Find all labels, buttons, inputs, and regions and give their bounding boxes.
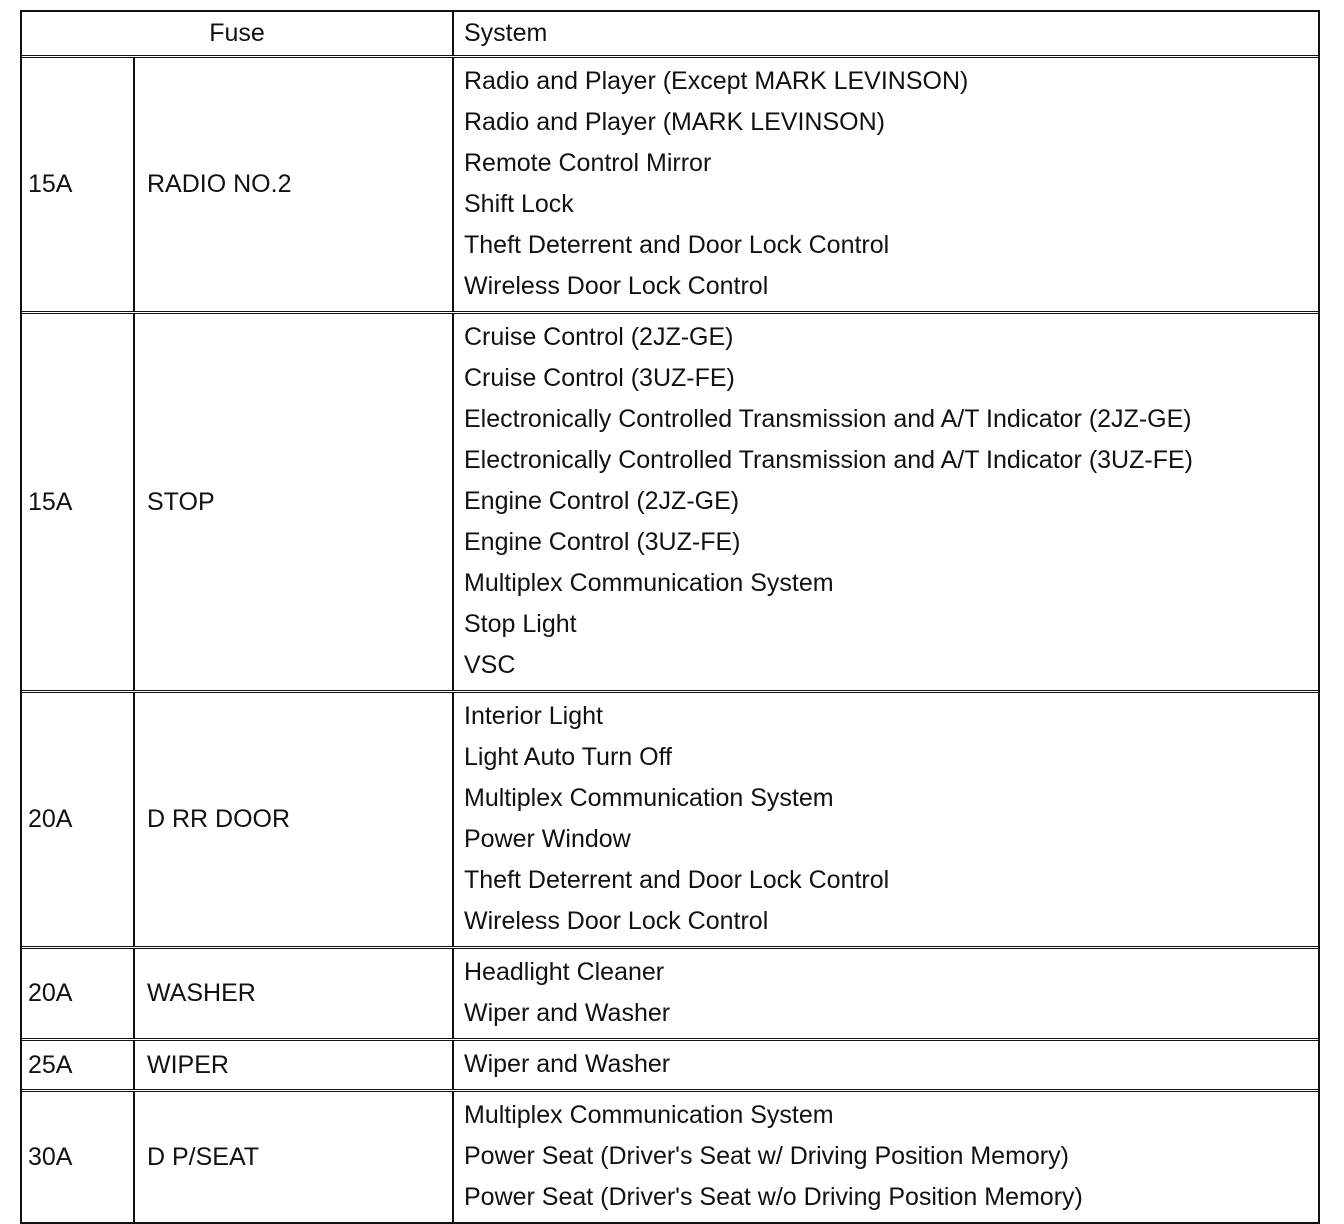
system-item: VSC bbox=[464, 651, 516, 679]
system-item: Radio and Player (MARK LEVINSON) bbox=[464, 108, 885, 136]
system-item: Interior Light bbox=[464, 702, 603, 730]
system-item: Wiper and Washer bbox=[464, 999, 671, 1027]
system-item: Theft Deterrent and Door Lock Control bbox=[464, 231, 890, 259]
system-item: Cruise Control (2JZ-GE) bbox=[464, 323, 734, 351]
system-list bbox=[454, 314, 1318, 690]
fuse-name: D P/SEAT bbox=[135, 1092, 454, 1222]
system-item: Shift Lock bbox=[464, 190, 574, 218]
table-row bbox=[22, 1041, 1318, 1092]
system-item: Remote Control Mirror bbox=[464, 149, 712, 177]
fuse-table bbox=[20, 10, 1320, 1224]
table-row bbox=[22, 314, 1318, 693]
fuse-column-header: Fuse bbox=[22, 12, 454, 55]
table-header bbox=[22, 12, 1318, 58]
system-item: Cruise Control (3UZ-FE) bbox=[464, 364, 735, 392]
system-item: Electronically Controlled Transmission and A/T Indicator (3UZ-FE) bbox=[464, 446, 1193, 474]
fuse-name: WIPER bbox=[135, 1041, 454, 1089]
fuse-amperage: 20A bbox=[22, 949, 135, 1038]
system-column-header: System bbox=[464, 19, 548, 47]
system-list bbox=[454, 949, 1318, 1038]
fuse-name: STOP bbox=[135, 314, 454, 690]
system-item: Engine Control (2JZ-GE) bbox=[464, 487, 740, 515]
system-item: Stop Light bbox=[464, 610, 577, 638]
system-item: Power Window bbox=[464, 825, 631, 853]
table-row bbox=[22, 693, 1318, 949]
system-item: Headlight Cleaner bbox=[464, 958, 665, 986]
system-item: Wireless Door Lock Control bbox=[464, 272, 769, 300]
table-row bbox=[22, 1092, 1318, 1222]
system-item: Wiper and Washer bbox=[464, 1050, 671, 1078]
fuse-amperage: 15A bbox=[22, 314, 135, 690]
fuse-name: WASHER bbox=[135, 949, 454, 1038]
system-item: Radio and Player (Except MARK LEVINSON) bbox=[464, 67, 969, 95]
system-list bbox=[454, 1041, 1318, 1089]
system-item: Power Seat (Driver's Seat w/o Driving Position Memory) bbox=[464, 1183, 1083, 1211]
fuse-amperage: 30A bbox=[22, 1092, 135, 1222]
system-list bbox=[454, 693, 1318, 946]
fuse-amperage: 20A bbox=[22, 693, 135, 946]
system-item: Multiplex Communication System bbox=[464, 784, 834, 812]
fuse-name: D RR DOOR bbox=[135, 693, 454, 946]
system-item: Power Seat (Driver's Seat w/ Driving Position Memory) bbox=[464, 1142, 1069, 1170]
system-item: Engine Control (3UZ-FE) bbox=[464, 528, 741, 556]
system-item: Electronically Controlled Transmission and A/T Indicator (2JZ-GE) bbox=[464, 405, 1192, 433]
table-row bbox=[22, 58, 1318, 314]
system-list bbox=[454, 58, 1318, 311]
fuse-amperage: 15A bbox=[22, 58, 135, 311]
system-item: Theft Deterrent and Door Lock Control bbox=[464, 866, 890, 894]
fuse-name: RADIO NO.2 bbox=[135, 58, 454, 311]
system-item: Multiplex Communication System bbox=[464, 1101, 834, 1129]
system-list bbox=[454, 1092, 1318, 1222]
fuse-amperage: 25A bbox=[22, 1041, 135, 1089]
system-item: Wireless Door Lock Control bbox=[464, 907, 769, 935]
system-item: Multiplex Communication System bbox=[464, 569, 834, 597]
system-item: Light Auto Turn Off bbox=[464, 743, 673, 771]
table-row bbox=[22, 949, 1318, 1041]
table-body bbox=[22, 58, 1318, 1222]
